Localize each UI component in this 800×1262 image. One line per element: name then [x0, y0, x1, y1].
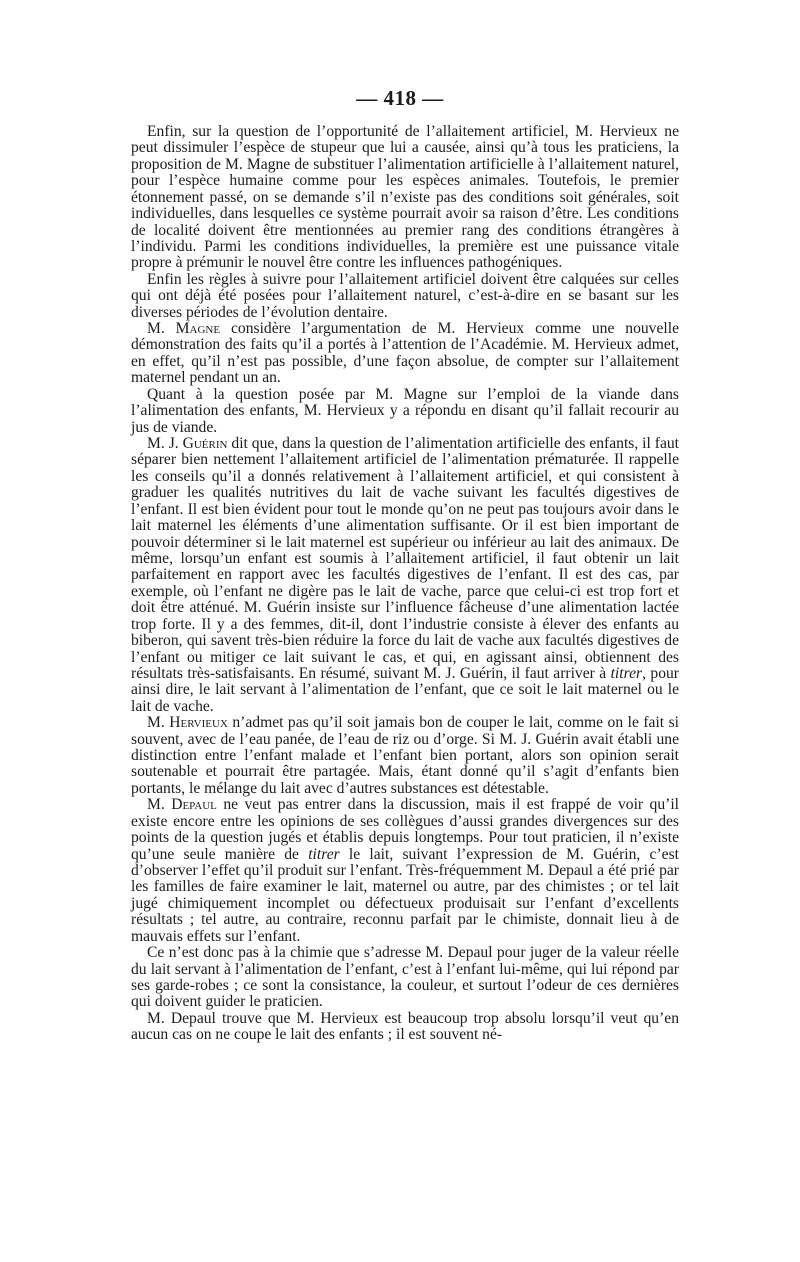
text-run: considère l’argumentation de M. Hervieux comme une nouvelle démonstration des faits qu’il a portés à l’attention de l’Académie. M. Hervieux admet, en effet, qu’il n’est pas possible, d’une façon absolue, de compter sur l’allaitement maternel pendant un an. — [131, 320, 679, 387]
text-run: Quant à la question posée par M. Magne sur l’emploi de la viande dans l’alimentation des enfants, M. Hervieux y a répondu en disant qu’il fallait recourir au jus de viande. — [131, 385, 679, 436]
text-run: le lait, suivant l’expression de M. Guérin, c’est d’observer l’effet qu’il produit sur l’enfant. Très-fréquemment M. Depaul a été prié par les familles de faire examiner le lait, maternel ou autre, par des chimistes ; or tel lait jugé chimiquement incomplet ou défectueux produisait sur l’enfant d’excellents résultats ; tel autre, au contraire, reconnu parfait par le chimiste, donnait lieu à de mauvais effets sur l’enfant. — [131, 845, 679, 945]
body-text — [131, 124, 679, 1044]
text-run: M. — [147, 320, 176, 338]
text-run: M. J. — [147, 435, 183, 453]
text-run: M. — [147, 796, 172, 814]
paragraph-hervieux — [131, 715, 679, 797]
text-run: Ce n’est donc pas à la chimie que s’adresse M. Depaul pour juger de la valeur réelle du lait servant à l’alimentation de l’enfant, c’est à l’enfant lui-même, qui lui répond par ses garde-robes ; ce sont la consistance, la couleur, et surtout l’odeur de ces dernières qui doivent guider le praticien. — [131, 944, 679, 1011]
text-run: dit que, dans la question de l’alimentation artificielle des enfants, il faut séparer bien nettement l’allaitement artificiel de l’alimentation prématurée. Il rappelle les conseils qu’il a donnés relativement à l’allaitement artificiel, et qui consistent à graduer les qualités nutritives du lait de vache suivant les facultés digestives de l’enfant. Il est bien évident pour tout le monde qu’on ne peut pas toujours avoir dans le lait maternel les éléments d’une alimentation suffisante. Or il est bien important de pouvoir déterminer si le lait maternel est supérieur ou inférieur au lait des animaux. De même, lorsqu’un enfant est soumis à l’allaitement artificiel, il faut obtenir un lait parfaitement en rapport avec les facultés digestives de l’enfant. Il est des cas, par exemple, où l’enfant ne digère pas le lait de vache, parce que celui-ci est trop fort et doit être atténué. M. Guérin insiste sur l’influence fâcheuse d’une alimentation lactée trop forte. Il y a des femmes, dit-il, dont l’industrie consiste à élever des enfants au biberon, qui savent très-bien réduire la force du lait de vache aux facultés digestives de l’enfant ou mitiger ce lait suivant le cas, et qui, en agissant ainsi, obtiennent des résultats très-satisfaisants. En résumé, suivant M. J. Guérin, il faut arriver à — [131, 435, 680, 682]
speaker-name: Guérin — [182, 435, 228, 453]
speaker-name: Magne — [175, 320, 221, 338]
text-run: , pour ainsi dire, le lait servant à l’alimentation de l’enfant, que ce soit le lait maternel ou le lait de vache. — [131, 664, 679, 715]
text-run: ne veut pas entrer dans la discussion, mais il est frappé de voir qu’il existe encore entre les opinions de ses collègues d’aussi grandes divergences sur des points de la question jugés et établis depuis longtemps. Pour tout praticien, il n’existe qu’une seule manière de — [131, 796, 679, 863]
paragraph-guerin — [131, 436, 679, 715]
paragraph-depaul — [131, 797, 679, 945]
paragraph-closing — [131, 1011, 679, 1044]
paragraph-rules — [131, 272, 679, 321]
paragraph-opening — [131, 124, 679, 272]
text-run: M. Depaul trouve que M. Hervieux est beaucoup trop absolu lorsqu’il veut qu’en aucun cas on ne coupe le lait des enfants ; il est souvent né- — [131, 1009, 679, 1044]
paragraph-viande — [131, 387, 679, 436]
text-run: M. — [147, 714, 170, 732]
italic-term: titrer — [308, 845, 340, 863]
speaker-name: Depaul — [171, 796, 217, 814]
paragraph-chimie — [131, 945, 679, 1011]
speaker-name: Hervieux — [169, 714, 228, 732]
page-number: — 418 — — [356, 86, 444, 110]
text-run: Enfin les règles à suivre pour l’allaitement artificiel doivent être calquées sur celles qui ont déjà été posées pour l’allaitement naturel, c’est-à-dire en se basant sur les diverses périodes de l’évolution dentaire. — [131, 270, 679, 321]
text-run: n’admet pas qu’il soit jamais bon de couper le lait, comme on le fait si souvent, avec de l’eau panée, de l’eau de riz ou d’orge. Si M. J. Guérin avait établi une distinction entre l’enfant malade et l’enfant bien portant, alors son opinion serait soutenable et pourrait être partagée. Mais, étant donné qu’il s’agit d’enfants bien portants, le mélange du lait avec d’autres substances est détestable. — [131, 714, 679, 797]
italic-term: titrer — [610, 664, 643, 682]
text-run: Enfin, sur la question de l’opportunité de l’allaitement artificiel, M. Hervieux ne peut dissimuler l’espèce de stupeur que lui a causée, ainsi qu’à tous les praticiens, la proposition de M. Magne de substituer l’alimentation artificielle à l’allaitement naturel, pour l’espèce humaine comme pour les espèces animales. Toutefois, le premier étonnement passé, on se demande s’il n’existe pas des conditions soit générales, soit individuelles, dans lesquelles ce système pourrait avoir sa raison d’être. Les conditions de localité doivent être mentionnées au premier rang des conditions étrangères à l’individu. Parmi les conditions individuelles, la première est une puissance vitale propre à prémunir le nouvel être contre les influences pathogéniques. — [131, 123, 679, 272]
paragraph-magne — [131, 321, 679, 387]
